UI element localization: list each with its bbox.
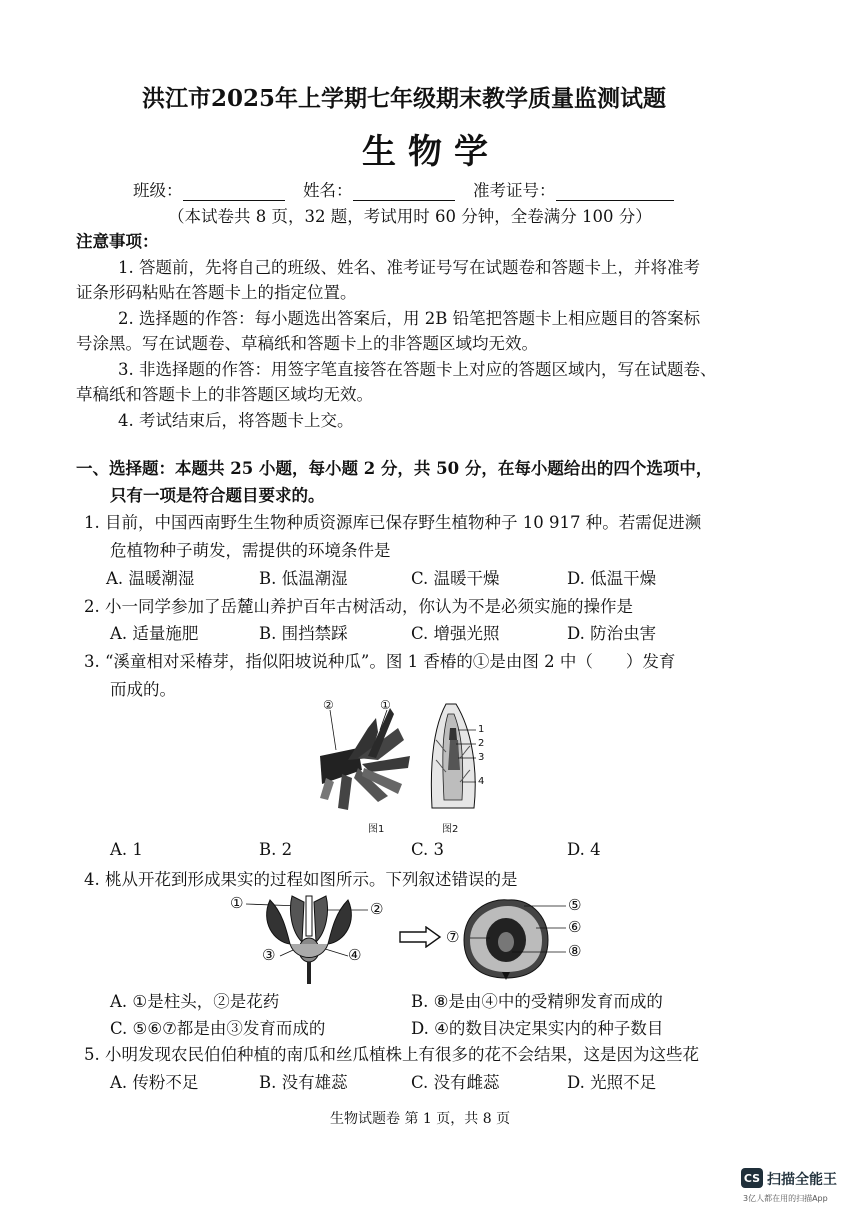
fig2-caption: 图2 [442, 824, 459, 835]
note-2b: 号涂黑。写在试题卷、草稿纸和答题卡上的非答题区域均无效。 [76, 334, 538, 353]
fruit-mark-8: ⑧ [568, 942, 582, 960]
section1-line2: 只有一项是符合题目要求的。 [110, 486, 325, 505]
name-label: 姓名： [303, 181, 353, 200]
q1-option-c: C. 温暖干燥 [411, 569, 500, 588]
q4-option-a: A. ①是柱头，②是花药 [110, 992, 280, 1011]
q2-option-b: B. 围挡禁踩 [259, 624, 348, 643]
flower-mark-3: ③ [262, 946, 276, 964]
note-2a: 2. 选择题的作答：每小题选出答案后，用 2B 铅笔把答题卡上相应题目的答案标 [118, 309, 701, 328]
figure-1-toona-sprout [318, 698, 418, 818]
q3-stem-2: 而成的。 [110, 680, 176, 699]
process-arrow-icon [398, 926, 442, 948]
class-label: 班级： [133, 181, 183, 200]
q4-option-c: C. ⑤⑥⑦都是由③发育而成的 [110, 1019, 326, 1038]
camscanner-tagline: 3亿人都在用的扫描App [743, 1194, 828, 1203]
exam-info: （本试卷共 8 页，32 题，考试用时 60 分钟，全卷满分 100 分） [168, 207, 652, 226]
camscanner-name: 扫描全能王 [767, 1172, 837, 1188]
q3-option-c: C. 3 [411, 840, 445, 859]
subject-title: 生物学 [362, 132, 500, 172]
q4-stem: 4. 桃从开花到形成果实的过程如图所示。下列叙述错误的是 [84, 870, 518, 889]
name-blank [353, 184, 455, 201]
section1-line1: 一、选择题：本题共 25 小题，每小题 2 分，共 50 分，在每小题给出的四个选项中， [76, 459, 713, 478]
q1-stem-1: 1. 目前，中国西南野生生物种质资源库已保存野生植物种子 10 917 种。若需促进濒 [84, 513, 702, 532]
q1-option-b: B. 低温潮湿 [259, 569, 348, 588]
q5-option-c: C. 没有雌蕊 [411, 1073, 500, 1092]
q1-option-d: D. 低温干燥 [567, 569, 657, 588]
q1-stem-2: 危植物种子萌发，需提供的环境条件是 [110, 541, 391, 560]
fig2-mark-2: 2 [478, 738, 485, 749]
camscanner-logo-icon: CS [741, 1168, 763, 1188]
q2-option-a: A. 适量施肥 [110, 624, 199, 643]
q5-option-d: D. 光照不足 [567, 1073, 657, 1092]
q3-option-a: A. 1 [110, 840, 143, 859]
q4-option-b: B. ⑧是由④中的受精卵发育而成的 [411, 992, 663, 1011]
page-footer: 生物试题卷 第 1 页，共 8 页 [330, 1111, 511, 1127]
q4-option-d: D. ④的数目决定果实内的种子数目 [411, 1019, 664, 1038]
fig1-caption: 图1 [368, 824, 385, 835]
q5-option-b: B. 没有雄蕊 [259, 1073, 348, 1092]
q3-stem-1: 3. “溪童相对采椿芽，指似阳坡说种瓜”。图 1 香椿的①是由图 2 中（ ）发育 [84, 652, 676, 671]
note-4: 4. 考试结束后，将答题卡上交。 [118, 411, 354, 430]
id-label: 准考证号： [473, 181, 556, 200]
flower-mark-4: ④ [348, 946, 362, 964]
q2-stem: 2. 小一同学参加了岳麓山养护百年古树活动，你认为不是必须实施的操作是 [84, 597, 633, 616]
note-1b: 证条形码粘贴在答题卡上的指定位置。 [76, 283, 357, 302]
q3-option-b: B. 2 [259, 840, 293, 859]
fruit-mark-7: ⑦ [446, 928, 460, 946]
flower-mark-2: ② [370, 900, 384, 918]
fruit-mark-5: ⑤ [568, 896, 582, 914]
fig2-mark-4: 4 [478, 776, 485, 787]
note-1a: 1. 答题前，先将自己的班级、姓名、准考证号写在试题卷和答题卡上，并将准考 [118, 258, 700, 277]
q3-option-d: D. 4 [567, 840, 601, 859]
fruit-mark-6: ⑥ [568, 918, 582, 936]
notes-heading: 注意事项： [76, 232, 159, 251]
id-blank [556, 184, 674, 201]
q5-stem: 5. 小明发现农民伯伯种植的南瓜和丝瓜植株上有很多的花不会结果，这是因为这些花 [84, 1045, 699, 1064]
exam-title: 洪江市2025年上学期七年级期末教学质量监测试题 [142, 85, 667, 112]
fig1-mark-2: ② [323, 698, 334, 712]
q2-option-c: C. 增强光照 [411, 624, 500, 643]
q1-option-a: A. 温暖潮湿 [106, 569, 195, 588]
figure-peach-flower [230, 892, 390, 987]
fig2-mark-3: 3 [478, 752, 485, 763]
q2-option-d: D. 防治虫害 [567, 624, 657, 643]
fig2-mark-1: 1 [478, 724, 485, 735]
flower-mark-1: ① [230, 894, 244, 912]
q5-option-a: A. 传粉不足 [110, 1073, 199, 1092]
fig1-mark-1: ① [380, 698, 391, 712]
note-3a: 3. 非选择题的作答：用签字笔直接答在答题卡上对应的答题区域内，写在试题卷、 [118, 360, 717, 379]
class-blank [183, 184, 285, 201]
student-info-row [133, 177, 674, 201]
note-3b: 草稿纸和答题卡上的非答题区域均无效。 [76, 385, 373, 404]
